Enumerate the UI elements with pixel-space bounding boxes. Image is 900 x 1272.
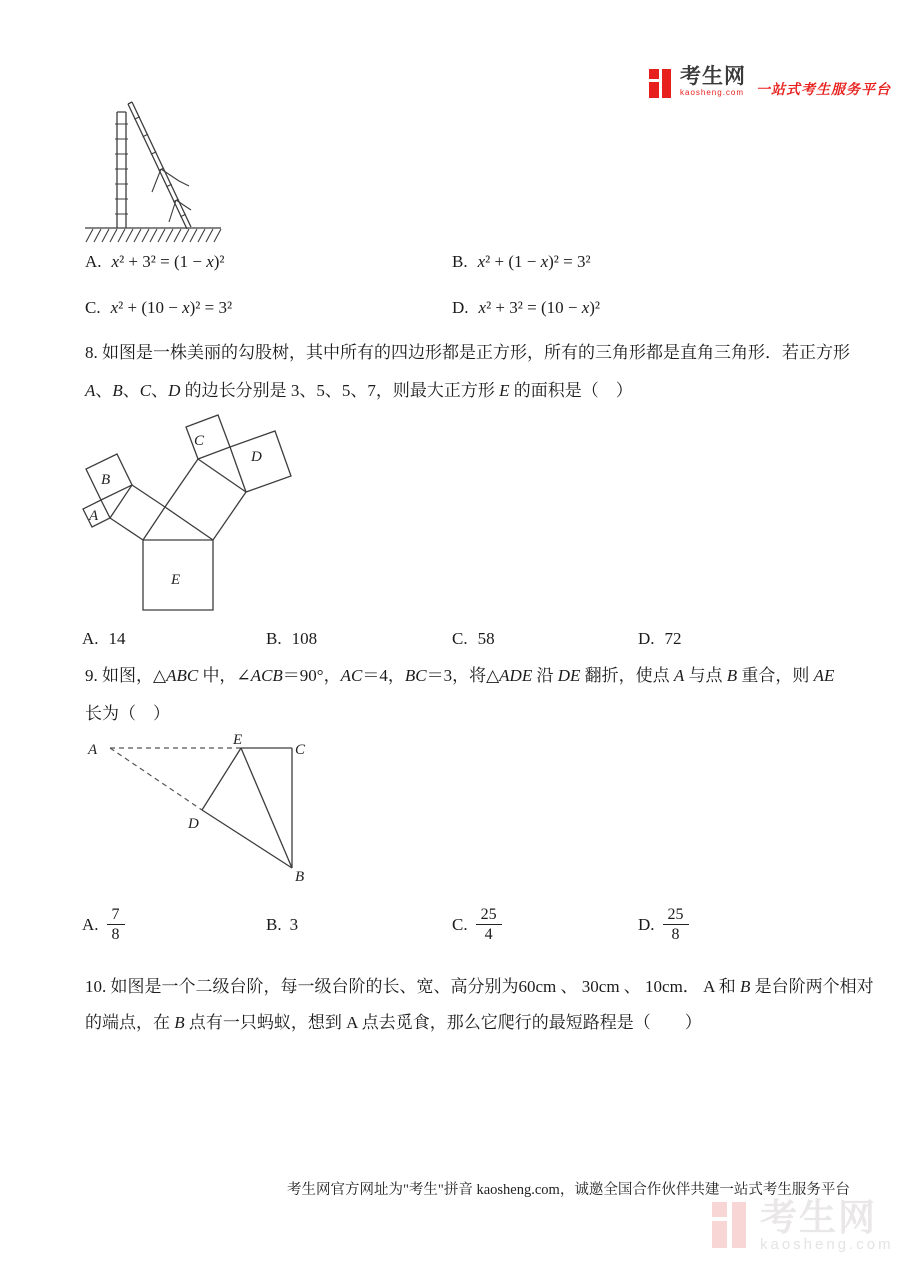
option-label: B.: [452, 252, 468, 271]
figure-pythagorean-tree: [80, 412, 305, 617]
logo-block: [712, 1221, 727, 1248]
q10-text-line2: 的端点，在 B 点有一只蚂蚁，想到 A 点去觅食，那么它爬行的最短路程是（ ）: [85, 1013, 702, 1032]
square-a-label: A: [89, 508, 99, 524]
q9-option-a: [82, 900, 125, 950]
logo-block: [732, 1202, 746, 1248]
logo-block: [649, 69, 659, 79]
point-a-label: A: [88, 742, 98, 758]
fraction-denominator: 8: [663, 924, 689, 945]
q10-text-line1: 10. 如图是一个二级台阶，每一级台阶的长、宽、高分别为60cm 、 30cm 、 10cm． A 和 B 是台阶两个相对: [85, 977, 874, 996]
q8-option-c: [452, 629, 495, 649]
brand-name: 考生网: [680, 65, 746, 88]
square-e-label: E: [171, 572, 181, 588]
q9-option-d: [638, 900, 689, 950]
point-b-label: B: [295, 869, 305, 885]
logo-block: [712, 1202, 727, 1217]
q7-option-b: [452, 252, 591, 272]
option-label: B.: [266, 629, 282, 648]
header-logo: [649, 66, 891, 99]
option-label: D.: [452, 298, 469, 317]
option-label: A.: [85, 252, 102, 271]
option-value: 108: [291, 629, 318, 648]
q8-option-a: [82, 629, 126, 649]
q7-option-c: [85, 298, 232, 318]
option-label: C.: [85, 298, 101, 317]
kaosheng-logo-icon: [649, 66, 675, 98]
point-e-label: E: [233, 732, 243, 748]
fraction-denominator: 8: [107, 924, 125, 945]
option-label: C.: [452, 915, 468, 934]
option-label: D.: [638, 915, 655, 934]
option-label: A.: [82, 629, 99, 648]
q8-option-b: [266, 629, 317, 649]
q8-option-d: [638, 629, 682, 649]
option-formula: x² + (10 − x)² = 3²: [110, 298, 233, 317]
option-value: 14: [108, 629, 126, 648]
q9-text-line1: 9. 如图，△ABC 中，∠ACB＝90°，AC＝4，BC＝3，将△ADE 沿 DE 翻折，使点 A 与点 B 重合，则 AE: [85, 666, 835, 685]
option-label: B.: [266, 915, 282, 934]
option-label: C.: [452, 629, 468, 648]
logo-block: [649, 82, 659, 98]
fraction: [107, 905, 125, 945]
watermark-domain: kaosheng.com: [760, 1236, 894, 1253]
q9-option-c: [452, 900, 502, 950]
fraction: [663, 905, 689, 945]
square-b-label: B: [101, 472, 111, 488]
q7-option-a: [85, 252, 225, 272]
point-d-label: D: [188, 816, 199, 832]
fraction-denominator: 4: [476, 924, 502, 945]
footer-text: 考生网官方网址为"考生"拼音 kaosheng.com，诚邀全国合作伙伴共建一站式考生服务平台: [287, 1182, 850, 1198]
option-value: 58: [477, 629, 495, 648]
watermark-logo: [712, 1197, 894, 1253]
q7-option-d: [452, 298, 600, 318]
square-d-label: D: [251, 449, 262, 465]
fraction-numerator: 7: [111, 906, 120, 923]
option-value: 3: [289, 915, 299, 934]
brand-domain: kaosheng.com: [680, 88, 745, 97]
option-label: D.: [638, 629, 655, 648]
brand-slogan: 一站式考生服务平台: [756, 81, 891, 97]
point-c-label: C: [295, 742, 306, 758]
fraction: [476, 905, 502, 945]
q9-text-line2: 长为（ ）: [85, 704, 170, 723]
q8-text-line1: 8. 如图是一株美丽的勾股树，其中所有的四边形都是正方形，所有的三角形都是直角三角形．若正方形: [85, 343, 850, 362]
option-formula: x² + 3² = (1 − x)²: [111, 252, 225, 271]
fraction-numerator: 25: [480, 906, 497, 923]
kaosheng-watermark-icon: [712, 1200, 752, 1250]
option-formula: x² + (1 − x)² = 3²: [477, 252, 591, 271]
figure-bamboo-ladder: [85, 98, 225, 248]
watermark-brand: 考生网: [760, 1197, 877, 1238]
option-formula: x² + 3² = (10 − x)²: [478, 298, 601, 317]
option-label: A.: [82, 915, 99, 934]
q8-text-line2: A、B、C、D 的边长分别是 3、5、5、7，则最大正方形 E 的面积是（ ）: [85, 381, 633, 400]
option-value: 72: [664, 629, 682, 648]
figure-fold-triangle: [80, 723, 320, 895]
q9-option-b: [266, 900, 298, 950]
square-c-label: C: [194, 433, 205, 449]
logo-block: [662, 69, 671, 98]
fraction-numerator: 25: [667, 906, 684, 923]
